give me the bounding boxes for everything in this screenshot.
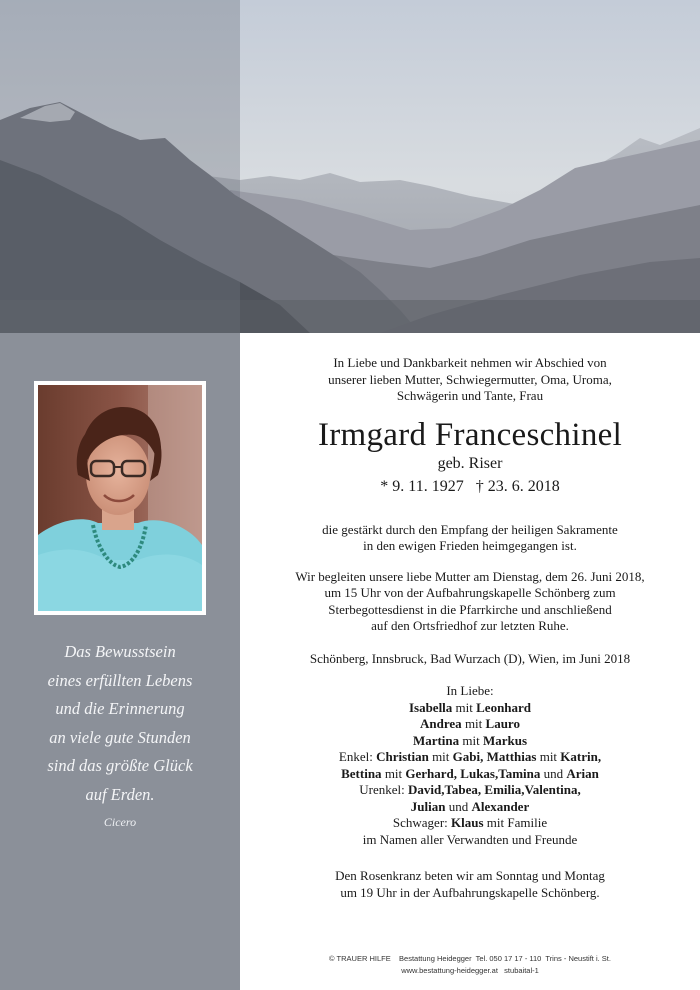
text-line: um 19 Uhr in der Aufbahrungskapelle Schönberg. [340, 884, 600, 900]
birth-name: geb. Riser [437, 454, 503, 472]
quote-line: an viele gute Stunden [49, 727, 191, 747]
quote-line: auf Erden. [85, 784, 155, 804]
memorial-quote [20, 638, 220, 809]
mourner-line: Andrea mit Lauro [420, 716, 520, 731]
mourner-line: Urenkel: David,Tabea, Emilia,Valentina, [359, 782, 581, 797]
mourners-heading: In Liebe: [446, 683, 494, 698]
header-overlay [0, 0, 240, 333]
portrait-frame [34, 381, 206, 615]
footer [250, 953, 690, 977]
text-line: unserer lieben Mutter, Schwiegermutter, Oma, Uroma, [328, 371, 612, 387]
places-line: Schönberg, Innsbruck, Bad Wurzach (D), Wien, im Juni 2018 [309, 650, 631, 666]
rosary-paragraph [250, 868, 690, 901]
quote-author: Cicero [103, 815, 137, 829]
text-line: Sterbegottesdienst in die Pfarrkirche und anschließend [328, 601, 612, 617]
text-line: um 15 Uhr von der Aufbahrungskapelle Schönberg zum [324, 585, 616, 600]
footer-line-website: www.bestattung-heidegger.at stubaital-1 [401, 966, 539, 975]
mourner-line: im Namen aller Verwandten und Freunde [362, 831, 578, 847]
portrait-photo [38, 385, 202, 611]
quote-line: eines erfüllten Lebens [47, 670, 193, 690]
text-line: Den Rosenkranz beten wir am Sonntag und Montag [335, 868, 605, 883]
obituary-text [250, 355, 690, 901]
mourner-line: Schwager: Klaus mit Familie [392, 815, 548, 830]
mourner-line: Enkel: Christian mit Gabi, Matthias mit Katrin, [338, 749, 602, 764]
mourner-line: Bettina mit Gerhard, Lukas,Tamina und Arian [341, 765, 599, 781]
text-line: Schwägerin und Tante, Frau [396, 388, 544, 403]
sacrament-paragraph [250, 522, 690, 555]
mourner-line: Julian und Alexander [410, 798, 530, 814]
deceased-name: Irmgard Franceschinel [317, 416, 623, 453]
quote-line: sind das größte Glück [47, 756, 193, 775]
quote-line: Das Bewusstsein [64, 642, 176, 661]
life-dates: * 9. 11. 1927 † 23. 6. 2018 [380, 477, 560, 495]
text-line: Wir begleiten unsere liebe Mutter am Dienstag, dem 26. Juni 2018, [295, 568, 645, 584]
funeral-paragraph [250, 569, 690, 635]
quote-line: und die Erinnerung [55, 699, 185, 718]
footer-line-contact: © TRAUER HILFE Bestattung Heidegger Tel. 050 17 17 - 110 Trins - Neustift i. St. [329, 954, 611, 963]
text-line: In Liebe und Dankbarkeit nehmen wir Abschied von [333, 355, 607, 370]
mourner-line: Martina mit Markus [412, 732, 528, 748]
intro-paragraph [250, 355, 690, 405]
text-line: die gestärkt durch den Empfang der heiligen Sakramente [322, 521, 618, 537]
text-line: auf den Ortsfriedhof zur letzten Ruhe. [371, 618, 569, 633]
text-line: in den ewigen Frieden heimgegangen ist. [363, 538, 577, 553]
mourners-list [250, 683, 690, 848]
mourner-line: Isabella mit Leonhard [408, 699, 532, 715]
